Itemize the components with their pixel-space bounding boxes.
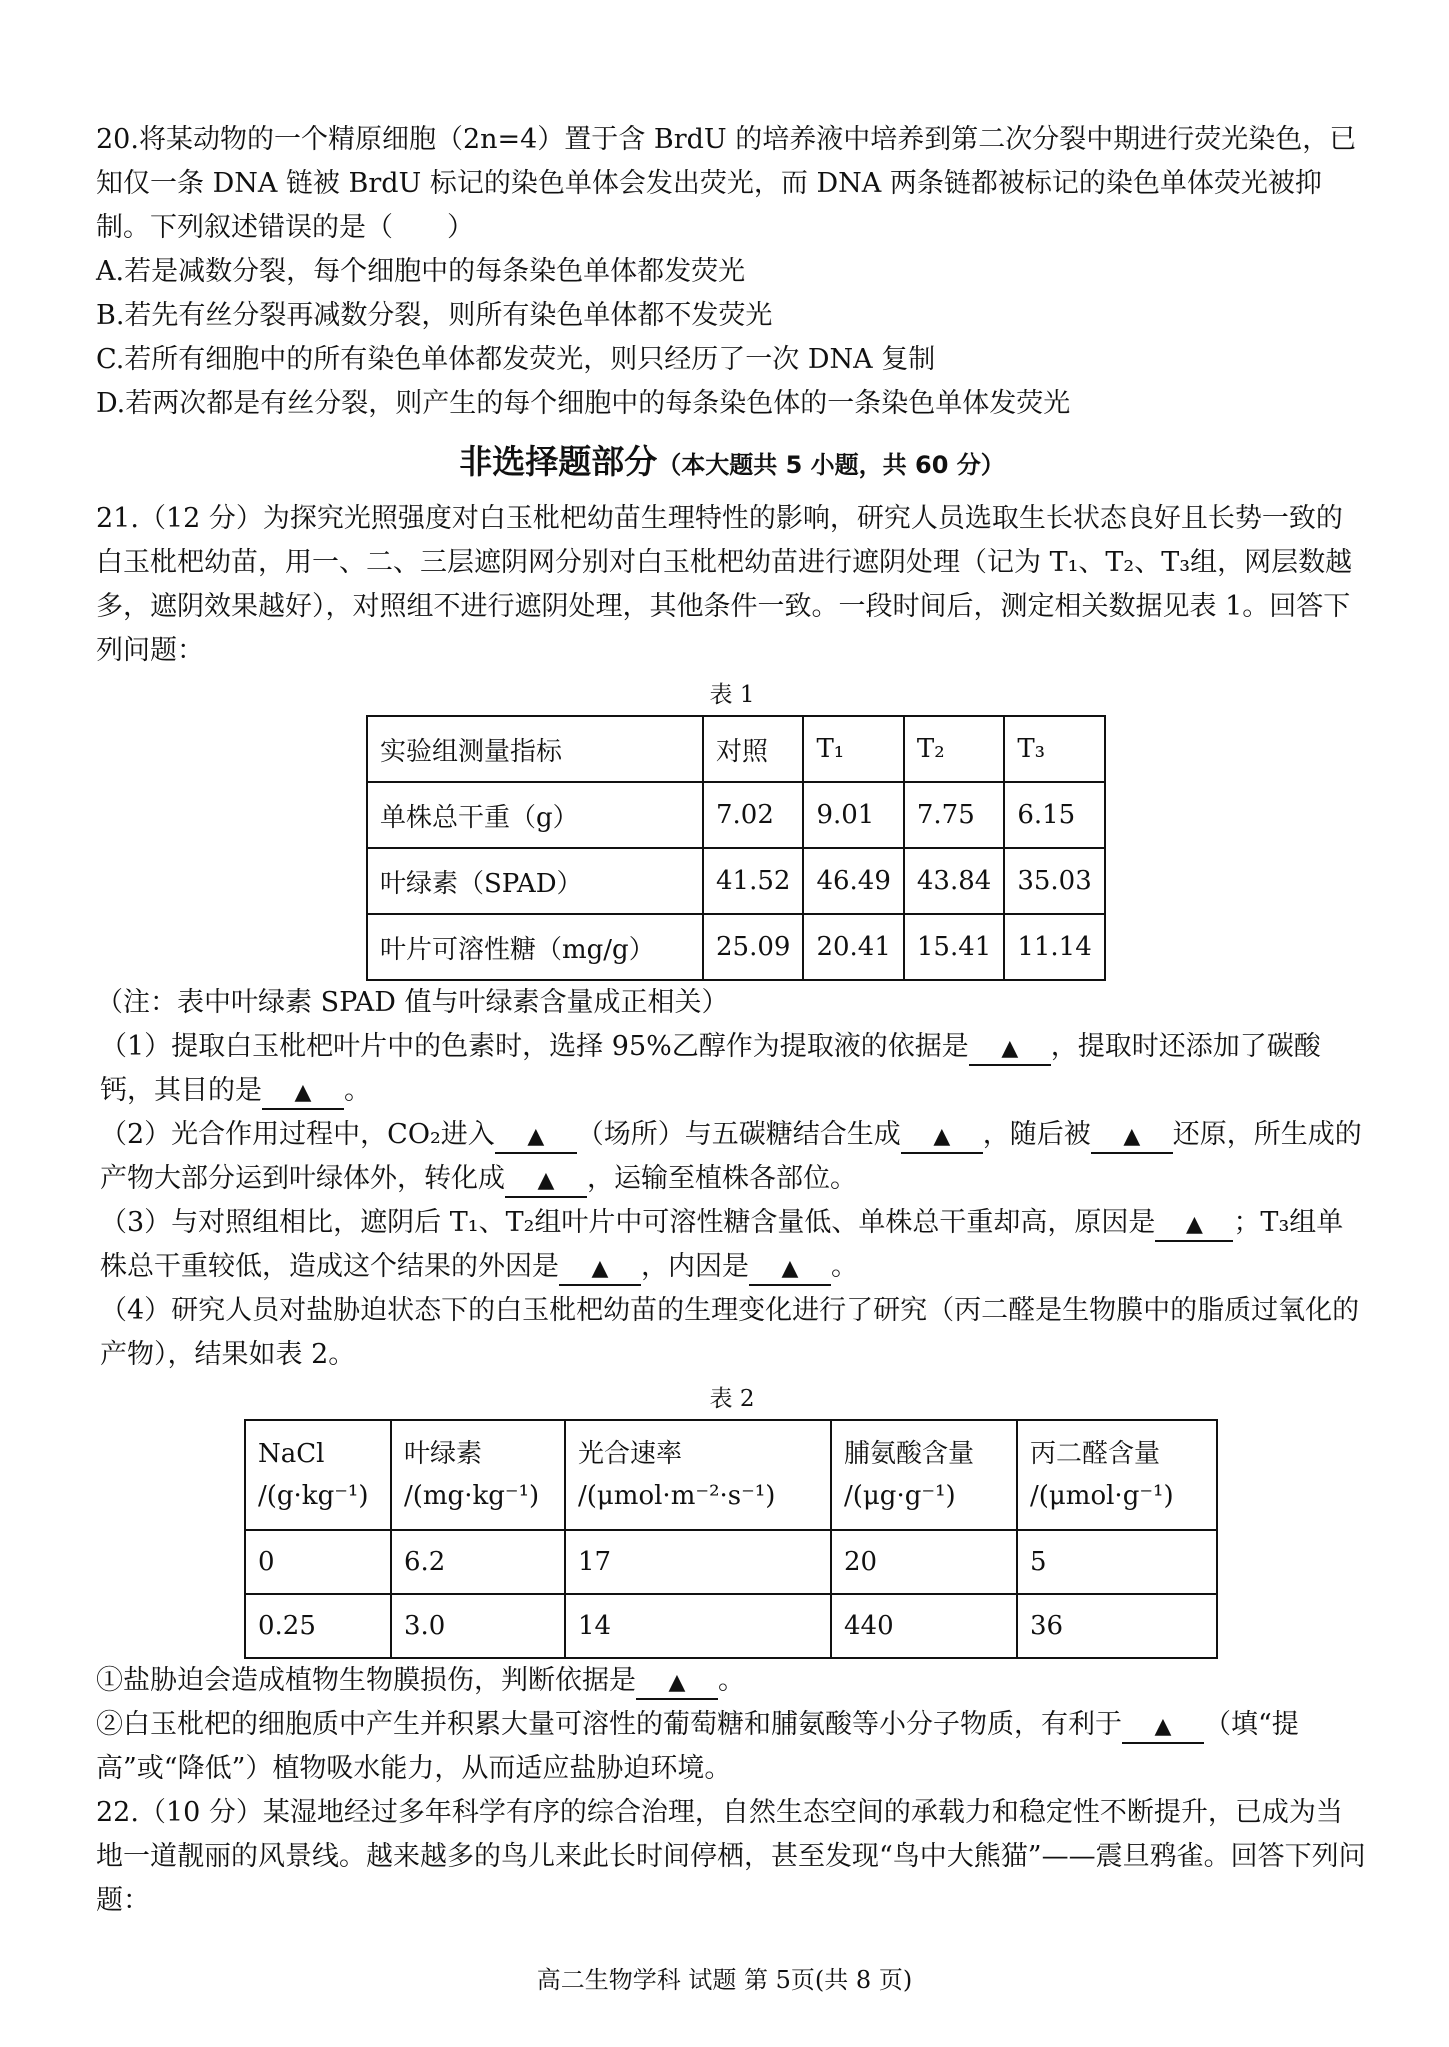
q21-part-3-text: ；T₃组单株总干重较低，造成这个结果的外因是 [100, 1207, 1344, 1282]
table-cell: 5 [1017, 1530, 1217, 1594]
answer-blank: ▲ [262, 1078, 344, 1110]
table-header-cell: 实验组测量指标 [367, 716, 703, 782]
table-row [367, 914, 1105, 980]
table-cell: 15.41 [904, 914, 1004, 980]
table-cell: 11.14 [1004, 914, 1104, 980]
table-cell: 41.52 [703, 848, 803, 914]
header-line: 脯氨酸含量 [844, 1439, 975, 1469]
q20-option-d: D.若两次都是有丝分裂，则产生的每个细胞中的每条染色体的一条染色单体发荧光 [96, 388, 1071, 419]
answer-blank: ▲ [505, 1166, 587, 1198]
table-cell: 440 [831, 1594, 1017, 1658]
q21-part-2 [96, 1113, 1368, 1201]
table-row [245, 1530, 1217, 1594]
table-header-row [245, 1420, 1217, 1530]
table-cell: 20.41 [803, 914, 903, 980]
header-line: 光合速率 [578, 1439, 683, 1469]
table-cell: 35.03 [1004, 848, 1104, 914]
section-title-main: 非选择题部分 [459, 442, 658, 481]
table-cell: 6.15 [1004, 782, 1104, 848]
table-cell: 20 [831, 1530, 1017, 1594]
header-unit: /(g·kg⁻¹) [258, 1481, 369, 1511]
q21-stem: 21.（12 分）为探究光照强度对白玉枇杷幼苗生理特性的影响，研究人员选取生长状态良好且长势一致的白玉枇杷幼苗，用一、二、三层遮阴网分别对白玉枇杷幼苗进行遮阴处理（记为 T₁、T₂、T₃组，网层数越多，遮阴效果越好），对照组不进行遮阴处理，其他条件一致。一段时间后，测定相关数据见表 1。回答下列问题： [96, 503, 1353, 666]
q22-stem: 22.（10 分）某湿地经过多年科学有序的综合治理，自然生态空间的承载力和稳定性不断提升，已成为当地一道靓丽的风景线。越来越多的鸟儿来此长时间停栖，甚至发现“鸟中大熊猫”——震旦鸦雀。回答下列问题： [96, 1797, 1366, 1916]
q21-part-1-text: （1）提取白玉枇杷叶片中的色素时，选择 95%乙醇作为提取液的依据是 [100, 1031, 969, 1062]
q21-part-1-text: 。 [344, 1075, 371, 1106]
table-cell: 46.49 [803, 848, 903, 914]
table-header-cell [391, 1420, 565, 1530]
q21-sub-2-text: （填“提高”或“降低”）植物吸水能力，从而适应盐胁迫环境。 [96, 1709, 1299, 1784]
table-header-cell [245, 1420, 391, 1530]
table-1 [366, 715, 1106, 981]
answer-blank: ▲ [749, 1254, 831, 1286]
table-header-cell: 对照 [703, 716, 803, 782]
answer-blank: ▲ [1122, 1712, 1204, 1744]
table-header-row [367, 716, 1105, 782]
header-line: NaCl [258, 1439, 325, 1469]
table-cell: 14 [565, 1594, 831, 1658]
table-cell: 6.2 [391, 1530, 565, 1594]
exam-page [96, 118, 1368, 1923]
table-header-cell: T₁ [803, 716, 903, 782]
q21-part-3-text: 。 [831, 1251, 858, 1282]
table1-caption: 表 1 [709, 682, 755, 708]
q21-part-3 [96, 1201, 1368, 1289]
table-header-cell [565, 1420, 831, 1530]
table-row [367, 848, 1105, 914]
header-unit: /(mg·kg⁻¹) [404, 1481, 540, 1511]
header-line: 叶绿素 [404, 1439, 483, 1469]
answer-blank: ▲ [559, 1254, 641, 1286]
header-line: 丙二醛含量 [1030, 1439, 1161, 1469]
answer-blank: ▲ [969, 1034, 1051, 1066]
q20-option-b: B.若先有丝分裂再减数分裂，则所有染色单体都不发荧光 [96, 300, 773, 331]
table-row [367, 782, 1105, 848]
table-cell: 17 [565, 1530, 831, 1594]
table-cell: 43.84 [904, 848, 1004, 914]
section-title [96, 434, 1368, 493]
q21-part-1 [96, 1025, 1368, 1113]
table-header-cell [1017, 1420, 1217, 1530]
header-unit: /(μmol·m⁻²·s⁻¹) [578, 1481, 776, 1511]
header-unit: /(μmol·g⁻¹) [1030, 1481, 1174, 1511]
page-footer: 高二生物学科 试题 第 5页(共 8 页) [536, 1966, 913, 1994]
q21-part-3-text: ，内因是 [641, 1251, 749, 1282]
table-cell: 叶绿素（SPAD） [367, 848, 703, 914]
table-2 [244, 1419, 1218, 1659]
answer-blank: ▲ [495, 1122, 577, 1154]
q21-part-1-text: ，提取时还添加了碳酸钙，其目的是 [100, 1031, 1321, 1106]
q21-sub-1-text: ①盐胁迫会造成植物生物膜损伤，判断依据是 [96, 1665, 636, 1696]
table-cell: 0.25 [245, 1594, 391, 1658]
table-cell: 36 [1017, 1594, 1217, 1658]
answer-blank: ▲ [1091, 1122, 1173, 1154]
table-cell: 3.0 [391, 1594, 565, 1658]
table-cell: 单株总干重（g） [367, 782, 703, 848]
q21-part-2-text: （场所）与五碳糖结合生成 [576, 1119, 901, 1150]
q21-part-2-text: ，运输至植株各部位。 [587, 1163, 857, 1194]
table-header-cell: T₃ [1004, 716, 1104, 782]
header-unit: /(μg·g⁻¹) [844, 1481, 956, 1511]
q21-part-4: （4）研究人员对盐胁迫状态下的白玉枇杷幼苗的生理变化进行了研究（丙二醛是生物膜中的脂质过氧化的产物），结果如表 2。 [100, 1295, 1360, 1370]
table-header-cell [831, 1420, 1017, 1530]
q21-sub-2 [96, 1703, 1368, 1791]
table1-note: （注：表中叶绿素 SPAD 值与叶绿素含量成正相关） [96, 987, 729, 1018]
table-cell: 25.09 [703, 914, 803, 980]
table-cell: 叶片可溶性糖（mg/g） [367, 914, 703, 980]
table-cell: 9.01 [803, 782, 903, 848]
q21-part-2-text: （2）光合作用过程中，CO₂进入 [100, 1119, 495, 1150]
table-header-cell: T₂ [904, 716, 1004, 782]
section-title-sub: （本大题共 5 小题，共 60 分） [657, 451, 1005, 479]
table-cell: 7.75 [904, 782, 1004, 848]
answer-blank: ▲ [1155, 1210, 1233, 1242]
q20-stem: 20.将某动物的一个精原细胞（2n=4）置于含 BrdU 的培养液中培养到第二次分裂中期进行荧光染色，已知仅一条 DNA 链被 BrdU 标记的染色单体会发出荧光，而 DNA 两条链都被标记的染色单体荧光被抑制。下列叙述错误的是（ ） [96, 124, 1357, 243]
answer-blank: ▲ [901, 1122, 983, 1154]
q20-option-a: A.若是减数分裂，每个细胞中的每条染色单体都发荧光 [96, 256, 746, 287]
q21-sub-1-text: 。 [718, 1665, 745, 1696]
table-cell: 0 [245, 1530, 391, 1594]
q21-part-3-text: （3）与对照组相比，遮阴后 T₁、T₂组叶片中可溶性糖含量低、单株总干重却高，原因是 [100, 1207, 1156, 1238]
q21-part-2-text: ，随后被 [982, 1119, 1091, 1150]
q21-part-2-text: 还原，所生成的产物大部分运到叶绿体外，转化成 [100, 1119, 1362, 1194]
table-cell: 7.02 [703, 782, 803, 848]
q21-sub-2-text: ②白玉枇杷的细胞质中产生并积累大量可溶性的葡萄糖和脯氨酸等小分子物质，有利于 [96, 1709, 1122, 1740]
table2-caption: 表 2 [709, 1386, 755, 1412]
table-row [245, 1594, 1217, 1658]
q20-option-c: C.若所有细胞中的所有染色单体都发荧光，则只经历了一次 DNA 复制 [96, 344, 936, 375]
q21-sub-1 [96, 1659, 1368, 1703]
answer-blank: ▲ [636, 1668, 718, 1700]
